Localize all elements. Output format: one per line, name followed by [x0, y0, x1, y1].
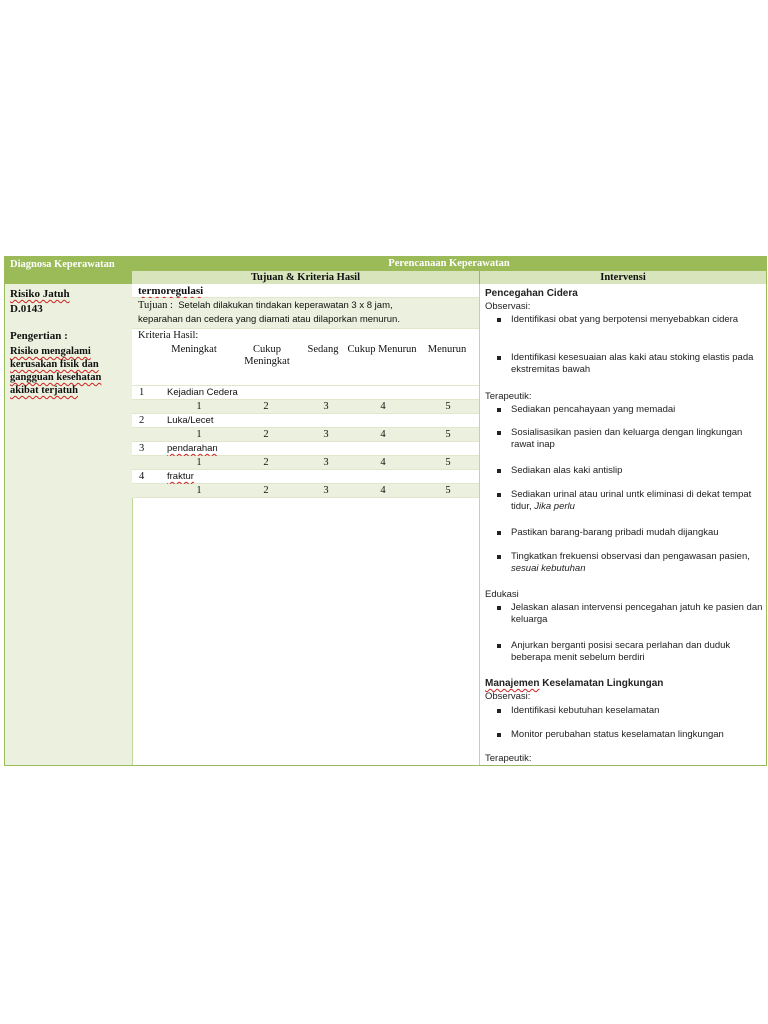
list-item: Pastikan barang-barang pribadi mudah dijangkau: [495, 527, 765, 539]
list-item: Sediakan urinal atau urinal untk eliminasi di dekat tempat tidur, Jika perlu: [495, 489, 765, 513]
scale-label: Cukup Meningkat: [244, 344, 290, 367]
list-item: Sediakan pencahayaan yang memadai: [495, 404, 765, 416]
nursing-care-plan-table: [4, 256, 767, 766]
score: 3: [323, 429, 329, 440]
item-number: 3: [139, 443, 145, 454]
diagnosis-column: [5, 257, 133, 765]
criteria-item: [132, 442, 479, 456]
item-number: 4: [139, 471, 145, 482]
item-name: fraktur: [167, 471, 194, 482]
score: 1: [196, 457, 202, 468]
observasi-label: Observasi:: [485, 691, 531, 702]
list-item: Tingkatkan frekuensi observasi dan pengawasan pasien, sesuai kebutuhan: [495, 551, 765, 575]
definition-text: Risiko mengalami kerusakan fisik dan gangguan kesehatan akibat terjatuh: [10, 346, 102, 396]
goals-header: Tujuan & Kriteria Hasil: [132, 271, 479, 284]
item-number: 1: [139, 387, 145, 398]
score: 2: [263, 457, 269, 468]
score: 4: [380, 485, 386, 496]
scale-label: Cukup Menurun: [347, 344, 417, 355]
score: 4: [380, 401, 386, 412]
observasi-label: Observasi:: [485, 301, 531, 312]
list-item: Sosialisasikan pasien dan keluarga dengan lingkungan rawat inap: [495, 427, 765, 451]
score: 1: [196, 429, 202, 440]
definition-label: Pengertian :: [10, 330, 68, 342]
criteria-item: [132, 414, 479, 428]
list-item: Monitor perubahan status keselamatan lingkungan: [495, 729, 765, 741]
criteria-item: [132, 386, 479, 400]
interventions-header: Intervensi: [479, 271, 766, 284]
edukasi-label: Edukasi: [485, 589, 519, 600]
score: 4: [380, 457, 386, 468]
terapeutik-label: Terapeutik:: [485, 391, 532, 402]
terapeutik-label: Terapeutik:: [485, 753, 532, 764]
goals-column: [132, 284, 479, 498]
criteria-label: Kriteria Hasil:: [138, 330, 199, 341]
item-name: Luka/Lecet: [167, 415, 214, 426]
scale-label: Meningkat: [171, 344, 217, 355]
score: 2: [263, 429, 269, 440]
score: 3: [323, 457, 329, 468]
scale-label: Sedang: [307, 344, 339, 355]
score: 2: [263, 485, 269, 496]
score: 5: [445, 429, 451, 440]
item-name: pendarahan: [167, 443, 218, 454]
scale-label: Menurun: [427, 344, 467, 355]
diagnosis-title: Risiko Jatuh: [10, 288, 70, 300]
score: 5: [445, 401, 451, 412]
section-title: Manajemen Keselamatan Lingkungan: [485, 678, 664, 689]
score-row: [132, 484, 479, 498]
list-item: Jelaskan alasan intervensi pencegahan jatuh ke pasien dan keluarga: [495, 602, 765, 626]
score: 4: [380, 429, 386, 440]
list-item: Identifikasi kesesuaian alas kaki atau stoking elastis pada ekstremitas bawah: [495, 352, 765, 376]
interventions-column: [479, 284, 766, 766]
list-item: Sediakan alas kaki antislip: [495, 465, 765, 477]
score: 5: [445, 457, 451, 468]
score-row: [132, 400, 479, 414]
section-title: Pencegahan Cidera: [485, 288, 578, 299]
score: 5: [445, 485, 451, 496]
goal-statement: Tujuan : Setelah dilakukan tindakan keperawatan 3 x 8 jam, keparahan dan cedera yang diamati atau dilaporkan menurun.: [132, 298, 479, 329]
list-item: Identifikasi kebutuhan keselamatan: [495, 705, 765, 717]
list-item: Anjurkan berganti posisi secara perlahan dan duduk beberapa menit sebelum berdiri: [495, 640, 765, 664]
list-item: Identifikasi obat yang berpotensi menyebabkan cidera: [495, 314, 765, 326]
score-row: [132, 428, 479, 442]
diagnosis-code: D.0143: [10, 303, 43, 315]
planning-header: Perencanaan Keperawatan: [132, 257, 766, 271]
score: 1: [196, 485, 202, 496]
goals-title: termoregulasi: [132, 284, 479, 298]
criteria-item: [132, 470, 479, 484]
score: 3: [323, 485, 329, 496]
score: 3: [323, 401, 329, 412]
score: 1: [196, 401, 202, 412]
diagnosis-header: Diagnosa Keperawatan: [5, 257, 132, 284]
item-number: 2: [139, 415, 145, 426]
score-row: [132, 456, 479, 470]
item-name: Kejadian Cedera: [167, 387, 238, 398]
score: 2: [263, 401, 269, 412]
criteria-header: [132, 329, 479, 386]
